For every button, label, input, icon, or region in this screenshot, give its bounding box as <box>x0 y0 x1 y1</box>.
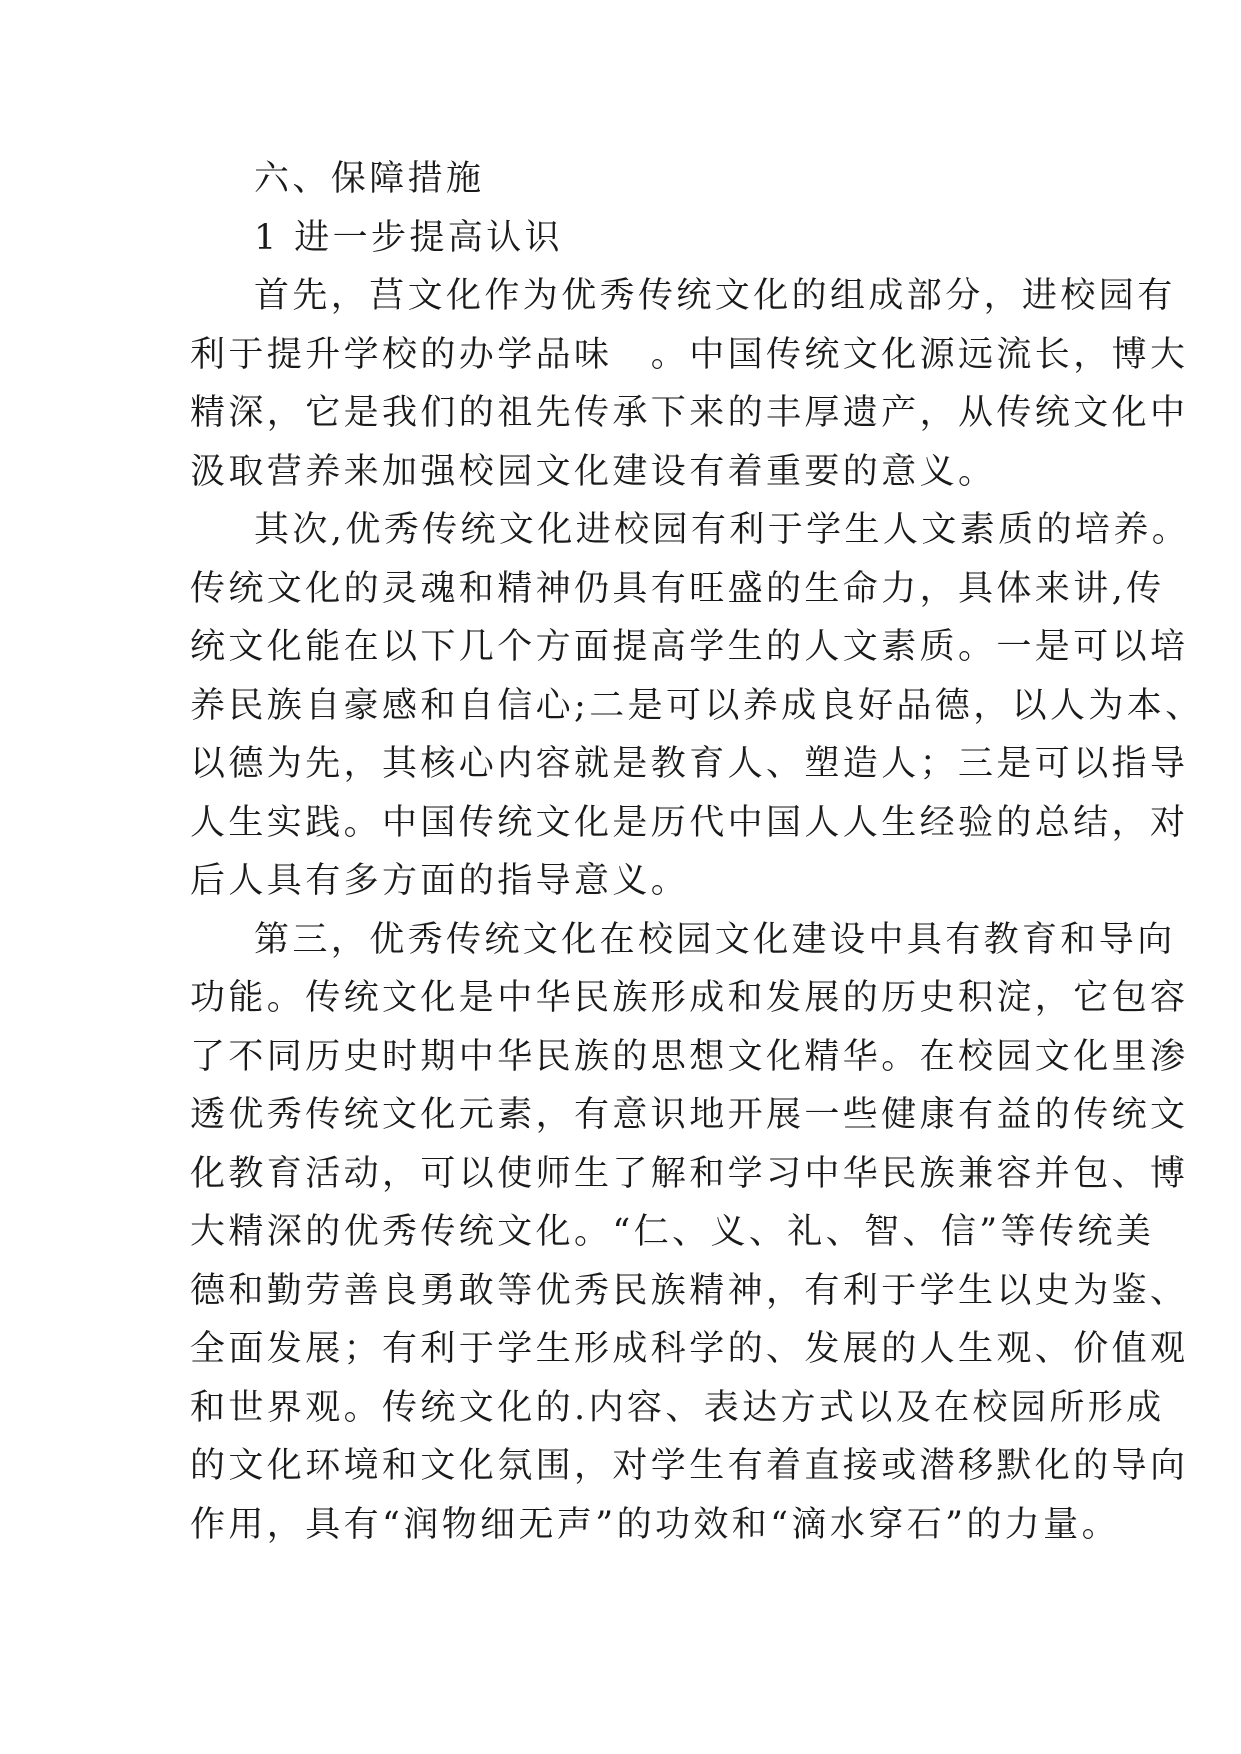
paragraph-line: 德和勤劳善良勇敢等优秀民族精神，有利于学生以史为鉴、 <box>190 1270 1189 1311</box>
paragraph-line: 其次,优秀传统文化进校园有利于学生人文素质的培养。 <box>254 510 1191 550</box>
paragraph-line: 全面发展；有利于学生形成科学的、发展的人生观、价值观 <box>190 1329 1189 1369</box>
paragraph-line: 首先，莒文化作为优秀传统文化的组成部分，进校园有 <box>254 276 1176 316</box>
document-body <box>190 150 1204 1554</box>
paragraph-2 <box>190 501 1204 911</box>
paragraph-line: 第三，优秀传统文化在校园文化建设中具有教育和导向 <box>254 919 1176 960</box>
paragraph-line: 统文化能在以下几个方面提高学生的人文素质。一是可以培 <box>190 627 1189 667</box>
paragraph-line: 化教育活动，可以使师生了解和学习中华民族兼容并包、博 <box>190 1153 1189 1194</box>
paragraph-line: 传统文化的灵魂和精神仍具有旺盛的生命力，具体来讲,传 <box>190 568 1165 609</box>
paragraph-line: 以德为先，其核心内容就是教育人、塑造人；三是可以指导 <box>190 744 1189 784</box>
paragraph-line: 养民族自豪感和自信心;二是可以养成良好品德，以人为本、 <box>190 685 1204 726</box>
section-heading: 六、保障措施 <box>254 159 485 199</box>
paragraph-line: 大精深的优秀传统文化。“仁、义、礼、智、信”等传统美 <box>190 1212 1155 1252</box>
paragraph-line: 了不同历史时期中华民族的思想文化精华。在校园文化里渗 <box>190 1036 1189 1077</box>
paragraph-line: 人生实践。中国传统文化是历代中国人人生经验的总结，对 <box>190 802 1189 843</box>
subsection-heading: 1 进一步提高认识 <box>254 217 563 258</box>
paragraph-line: 精深，它是我们的祖先传承下来的丰厚遗产，从传统文化中 <box>190 393 1189 433</box>
paragraph-line: 利于提升学校的办学品味 。中国传统文化源远流长，博大 <box>190 334 1189 375</box>
paragraph-1 <box>190 267 1189 501</box>
paragraph-line: 作用，具有“润物细无声”的功效和“滴水穿石”的力量。 <box>190 1504 1120 1545</box>
paragraph-line: 透优秀传统文化元素，有意识地开展一些健康有益的传统文 <box>190 1095 1189 1135</box>
paragraph-line: 后人具有多方面的指导意义。 <box>190 861 690 901</box>
paragraph-3 <box>190 911 1189 1555</box>
paragraph-line: 功能。传统文化是中华民族形成和发展的历史积淀，它包容 <box>190 978 1189 1018</box>
paragraph-line: 和世界观。传统文化的.内容、表达方式以及在校园所形成 <box>190 1387 1165 1428</box>
paragraph-line: 的文化环境和文化氛围，对学生有着直接或潜移默化的导向 <box>190 1446 1189 1486</box>
paragraph-line: 汲取营养来加强校园文化建设有着重要的意义。 <box>190 451 997 492</box>
